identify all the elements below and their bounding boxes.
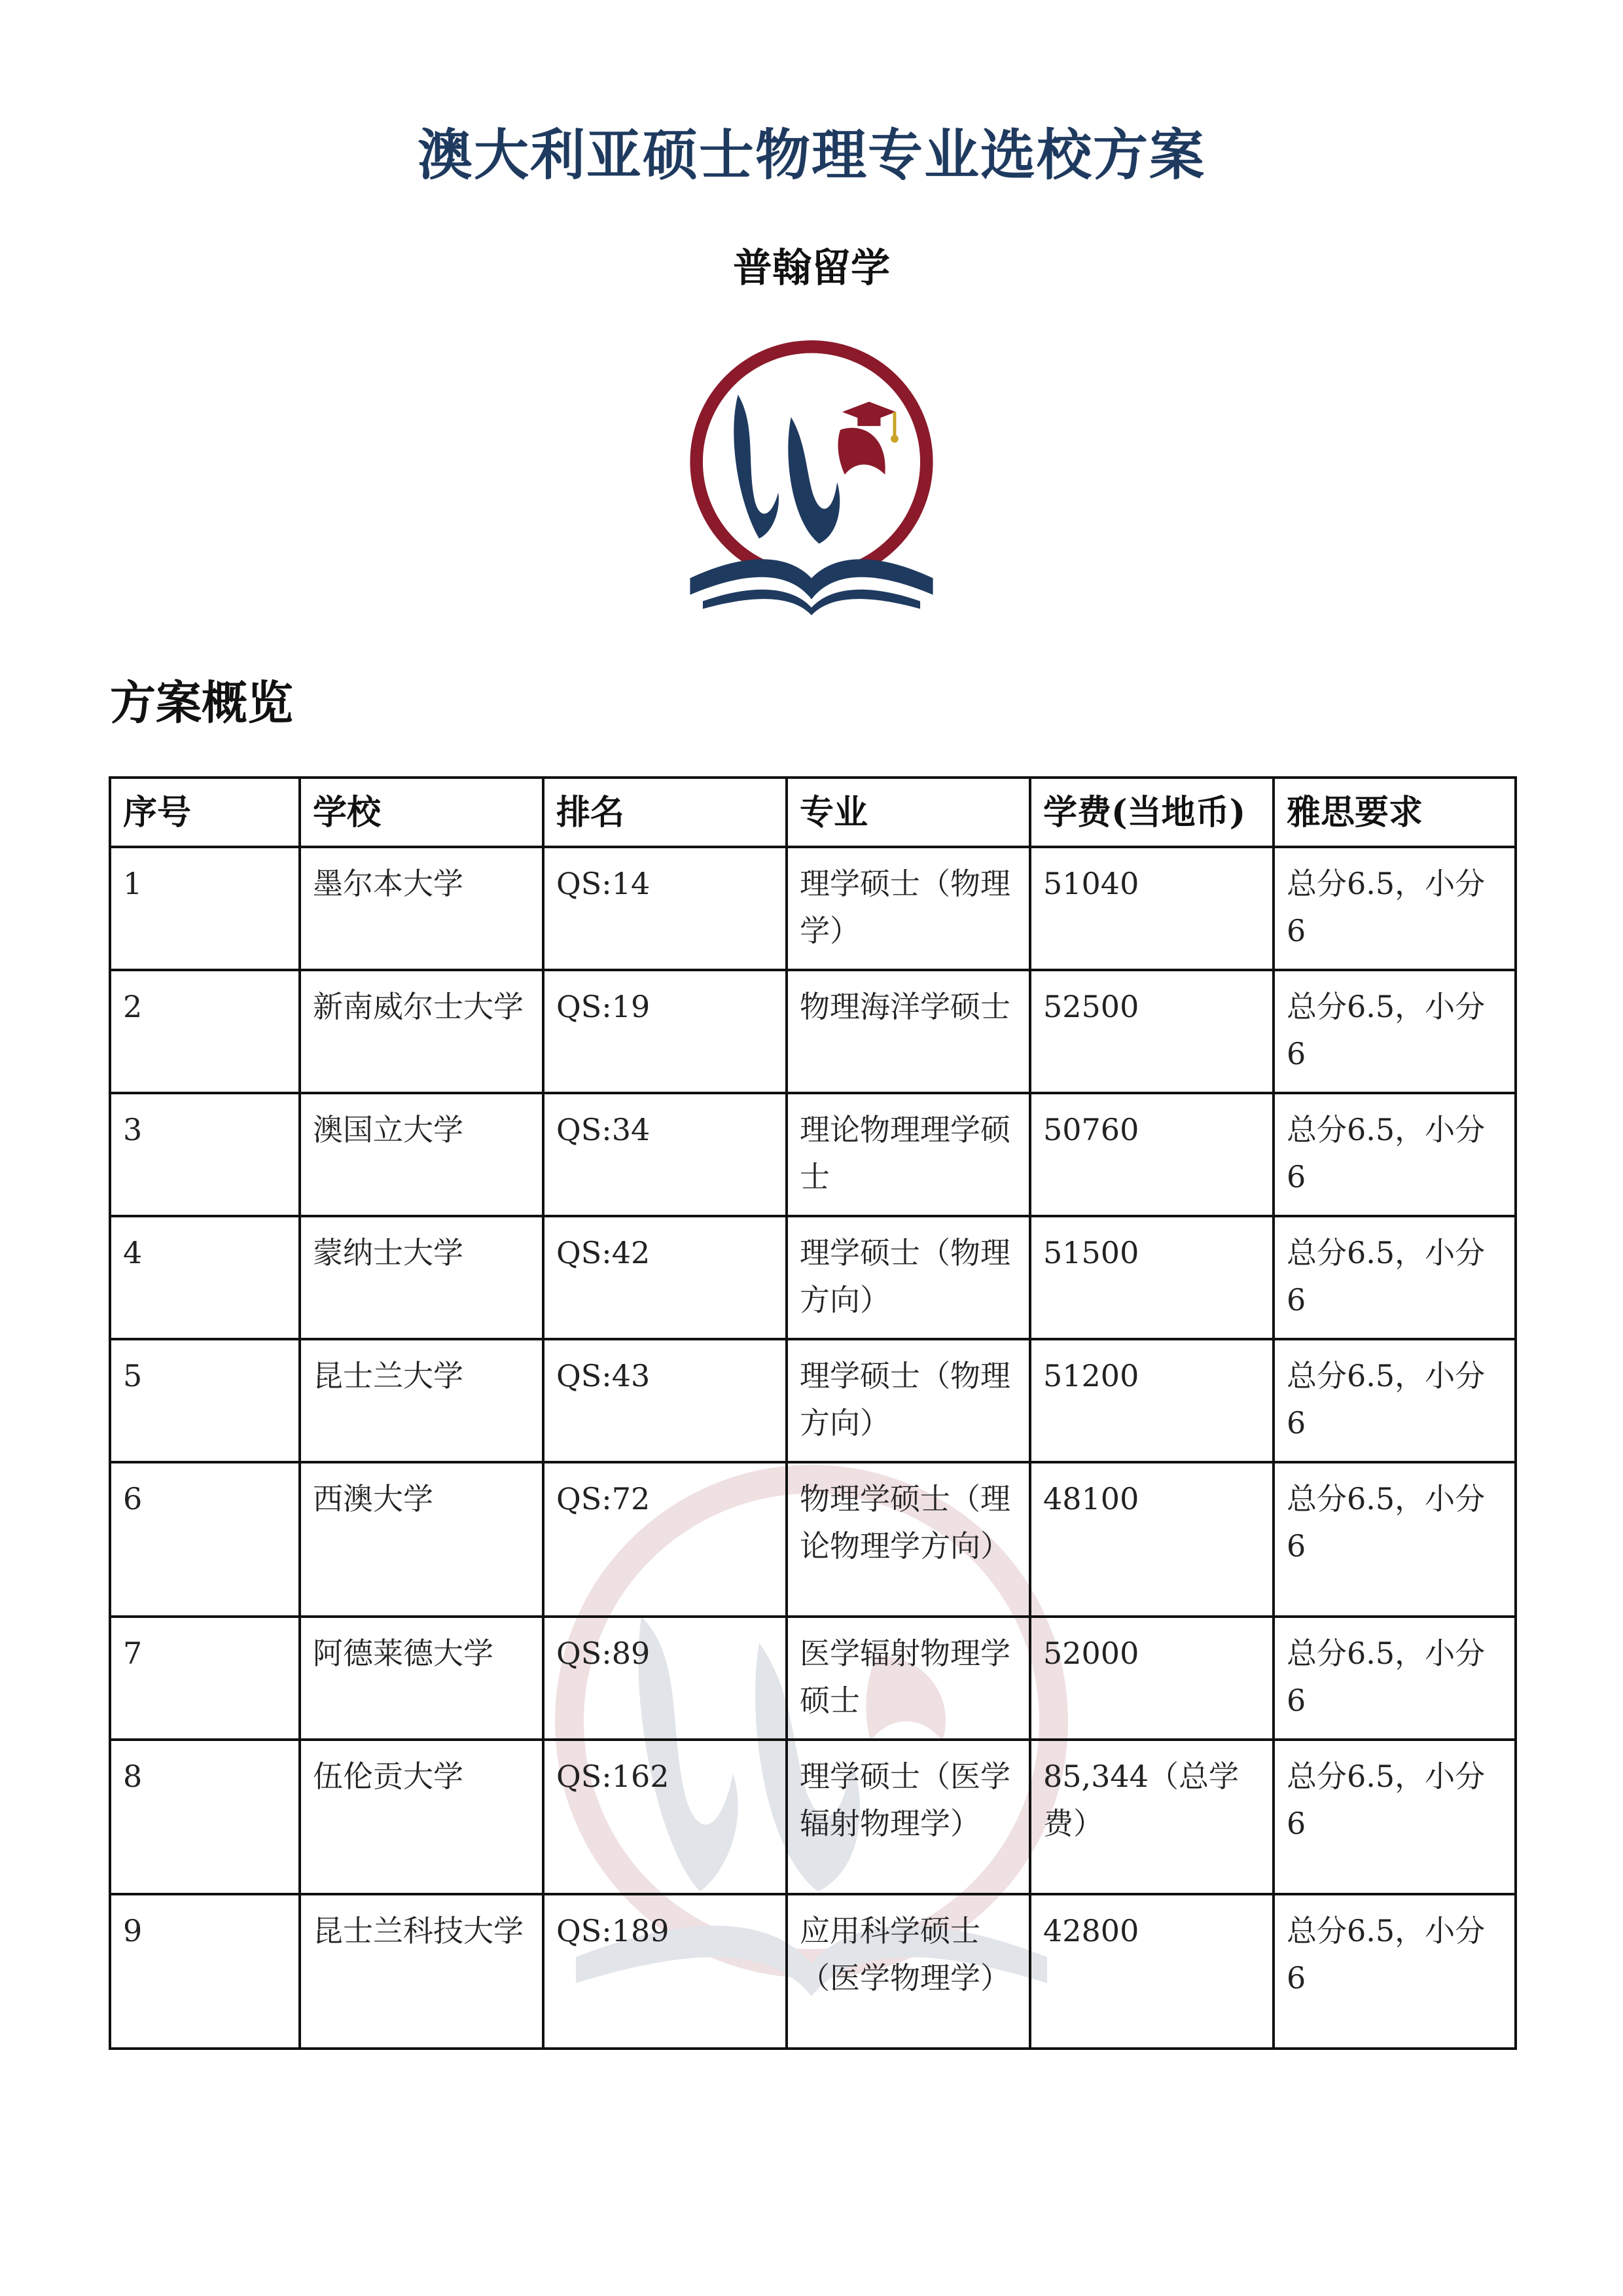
cell-ielts: 总分6.5，小分6 bbox=[1274, 1740, 1516, 1894]
table-row bbox=[110, 1894, 1516, 2049]
table-row bbox=[110, 970, 1516, 1093]
table-row bbox=[110, 1617, 1516, 1740]
cell-ranking: QS:34 bbox=[543, 1093, 787, 1216]
cell-index: 7 bbox=[110, 1617, 300, 1740]
cell-index: 2 bbox=[110, 970, 300, 1093]
cell-tuition: 50760 bbox=[1030, 1093, 1274, 1216]
cell-tuition: 52500 bbox=[1030, 970, 1274, 1093]
cell-major: 理学硕士（物理方向） bbox=[787, 1339, 1030, 1462]
cell-school: 澳国立大学 bbox=[300, 1093, 543, 1216]
table-row bbox=[110, 1339, 1516, 1462]
cell-ielts: 总分6.5，小分6 bbox=[1274, 1339, 1516, 1462]
cell-ielts: 总分6.5，小分6 bbox=[1274, 1462, 1516, 1617]
cell-major: 理学硕士（物理方向） bbox=[787, 1216, 1030, 1339]
cell-tuition: 51040 bbox=[1030, 847, 1274, 970]
cell-ranking: QS:19 bbox=[543, 970, 787, 1093]
cell-ranking: QS:42 bbox=[543, 1216, 787, 1339]
table-header-row bbox=[110, 778, 1516, 847]
cell-ranking: QS:162 bbox=[543, 1740, 787, 1894]
cell-major: 理学硕士（物理学） bbox=[787, 847, 1030, 970]
cell-tuition: 51500 bbox=[1030, 1216, 1274, 1339]
cell-ielts: 总分6.5，小分6 bbox=[1274, 1093, 1516, 1216]
cell-major: 理论物理理学硕士 bbox=[787, 1093, 1030, 1216]
cell-ielts: 总分6.5，小分6 bbox=[1274, 1894, 1516, 2049]
cell-major: 物理学硕士（理论物理学方向） bbox=[787, 1462, 1030, 1617]
cell-school: 新南威尔士大学 bbox=[300, 970, 543, 1093]
cell-index: 5 bbox=[110, 1339, 300, 1462]
cell-major: 医学辐射物理学硕士 bbox=[787, 1617, 1030, 1740]
cell-school: 西澳大学 bbox=[300, 1462, 543, 1617]
cell-ranking: QS:189 bbox=[543, 1894, 787, 2049]
cell-school: 昆士兰科技大学 bbox=[300, 1894, 543, 2049]
cell-index: 4 bbox=[110, 1216, 300, 1339]
cell-major: 物理海洋学硕士 bbox=[787, 970, 1030, 1093]
cell-tuition: 52000 bbox=[1030, 1617, 1274, 1740]
cell-school: 墨尔本大学 bbox=[300, 847, 543, 970]
header-ielts: 雅思要求 bbox=[1274, 778, 1516, 847]
cell-index: 6 bbox=[110, 1462, 300, 1617]
table-row bbox=[110, 1093, 1516, 1216]
cell-ranking: QS:89 bbox=[543, 1617, 787, 1740]
cell-tuition: 85,344（总学费） bbox=[1030, 1740, 1274, 1894]
cell-tuition: 42800 bbox=[1030, 1894, 1274, 2049]
cell-school: 昆士兰大学 bbox=[300, 1339, 543, 1462]
cell-ielts: 总分6.5，小分6 bbox=[1274, 847, 1516, 970]
header-ranking: 排名 bbox=[543, 778, 787, 847]
document-subtitle: 普翰留学 bbox=[733, 245, 890, 291]
table-row bbox=[110, 1462, 1516, 1617]
table-row bbox=[110, 847, 1516, 970]
cell-major: 理学硕士（医学辐射物理学） bbox=[787, 1740, 1030, 1894]
school-plan-table bbox=[109, 776, 1517, 2050]
header-major: 专业 bbox=[787, 778, 1030, 847]
header-tuition: 学费(当地币) bbox=[1030, 778, 1274, 847]
table-row bbox=[110, 1740, 1516, 1894]
cell-school: 蒙纳士大学 bbox=[300, 1216, 543, 1339]
cell-index: 9 bbox=[110, 1894, 300, 2049]
header-school: 学校 bbox=[300, 778, 543, 847]
document-title: 澳大利亚硕士物理专业选校方案 bbox=[417, 122, 1205, 187]
cell-ranking: QS:43 bbox=[543, 1339, 787, 1462]
cell-ranking: QS:72 bbox=[543, 1462, 787, 1617]
graduate-book-logo-icon bbox=[674, 340, 949, 615]
cell-school: 伍伦贡大学 bbox=[300, 1740, 543, 1894]
section-heading: 方案概览 bbox=[110, 675, 293, 730]
cell-ielts: 总分6.5，小分6 bbox=[1274, 1617, 1516, 1740]
cell-index: 3 bbox=[110, 1093, 300, 1216]
cell-index: 8 bbox=[110, 1740, 300, 1894]
cell-tuition: 48100 bbox=[1030, 1462, 1274, 1617]
cell-ielts: 总分6.5，小分6 bbox=[1274, 1216, 1516, 1339]
cell-major: 应用科学硕士（医学物理学） bbox=[787, 1894, 1030, 2049]
cell-ielts: 总分6.5，小分6 bbox=[1274, 970, 1516, 1093]
table-row bbox=[110, 1216, 1516, 1339]
cell-ranking: QS:14 bbox=[543, 847, 787, 970]
cell-tuition: 51200 bbox=[1030, 1339, 1274, 1462]
cell-school: 阿德莱德大学 bbox=[300, 1617, 543, 1740]
header-index: 序号 bbox=[110, 778, 300, 847]
cell-index: 1 bbox=[110, 847, 300, 970]
